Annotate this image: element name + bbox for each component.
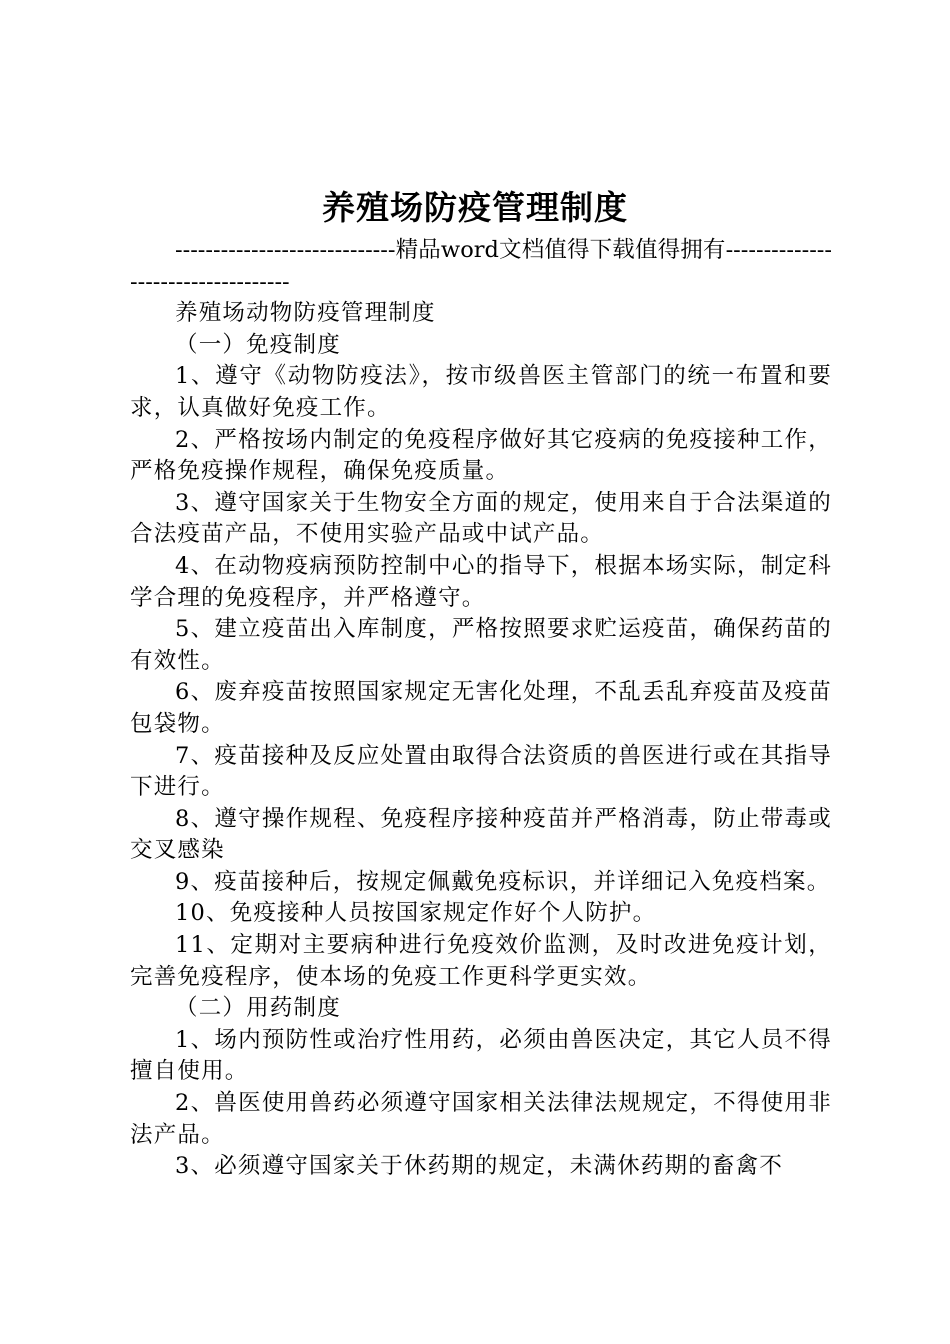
paragraph: 8、遵守操作规程、免疫程序接种疫苗并严格消毒，防止带毒或交叉感染 [130, 805, 832, 864]
paragraph: 5、建立疫苗出入库制度，严格按照要求贮运疫苗，确保药苗的有效性。 [130, 616, 832, 674]
paragraph: 1、场内预防性或治疗性用药，必须由兽医决定，其它人员不得擅自使用。 [130, 1026, 832, 1085]
section-heading: 养殖场动物防疫管理制度 [175, 300, 436, 327]
paragraph: 2、严格按场内制定的免疫程序做好其它疫病的免疫接种工作，严格免疫操作规程，确保免疫质量。 [130, 426, 832, 485]
paragraph: 10、免疫接种人员按国家规定作好个人防护。 [175, 900, 657, 927]
subsection-heading: （二）用药制度 [175, 995, 341, 1022]
paragraph: 4、在动物疫病预防控制中心的指导下，根据本场实际，制定科学合理的免疫程序，并严格遵守。 [130, 552, 832, 611]
paragraph: 2、兽医使用兽药必须遵守国家相关法律法规规定，不得使用非法产品。 [130, 1090, 832, 1148]
paragraph: 1、遵守《动物防疫法》，按市级兽医主管部门的统一布置和要求，认真做好免疫工作。 [130, 363, 832, 421]
download-banner-line: -----------------------------精品word文档值得下载值得拥有----------------------------------- [130, 237, 832, 295]
paragraph: 7、疫苗接种及反应处置由取得合法资质的兽医进行或在其指导下进行。 [130, 742, 832, 801]
paragraph: 9、疫苗接种后，按规定佩戴免疫标识，并详细记入免疫档案。 [175, 868, 831, 895]
subsection-heading: （一）免疫制度 [175, 331, 341, 358]
paragraph: 11、定期对主要病种进行免疫效价监测，及时改进免疫计划，完善免疫程序，使本场的免疫工作更科学更实效。 [130, 932, 832, 990]
paragraph: 3、遵守国家关于生物安全方面的规定，使用来自于合法渠道的合法疫苗产品，不使用实验产品或中试产品。 [130, 489, 832, 548]
paragraph: 6、废弃疫苗按照国家规定无害化处理，不乱丢乱弃疫苗及疫苗包袋物。 [130, 679, 832, 737]
document-body [130, 235, 832, 1183]
document-title: 养殖场防疫管理制度 [322, 188, 628, 227]
paragraph: 3、必须遵守国家关于休药期的规定，未满休药期的畜禽不 [175, 1153, 784, 1180]
